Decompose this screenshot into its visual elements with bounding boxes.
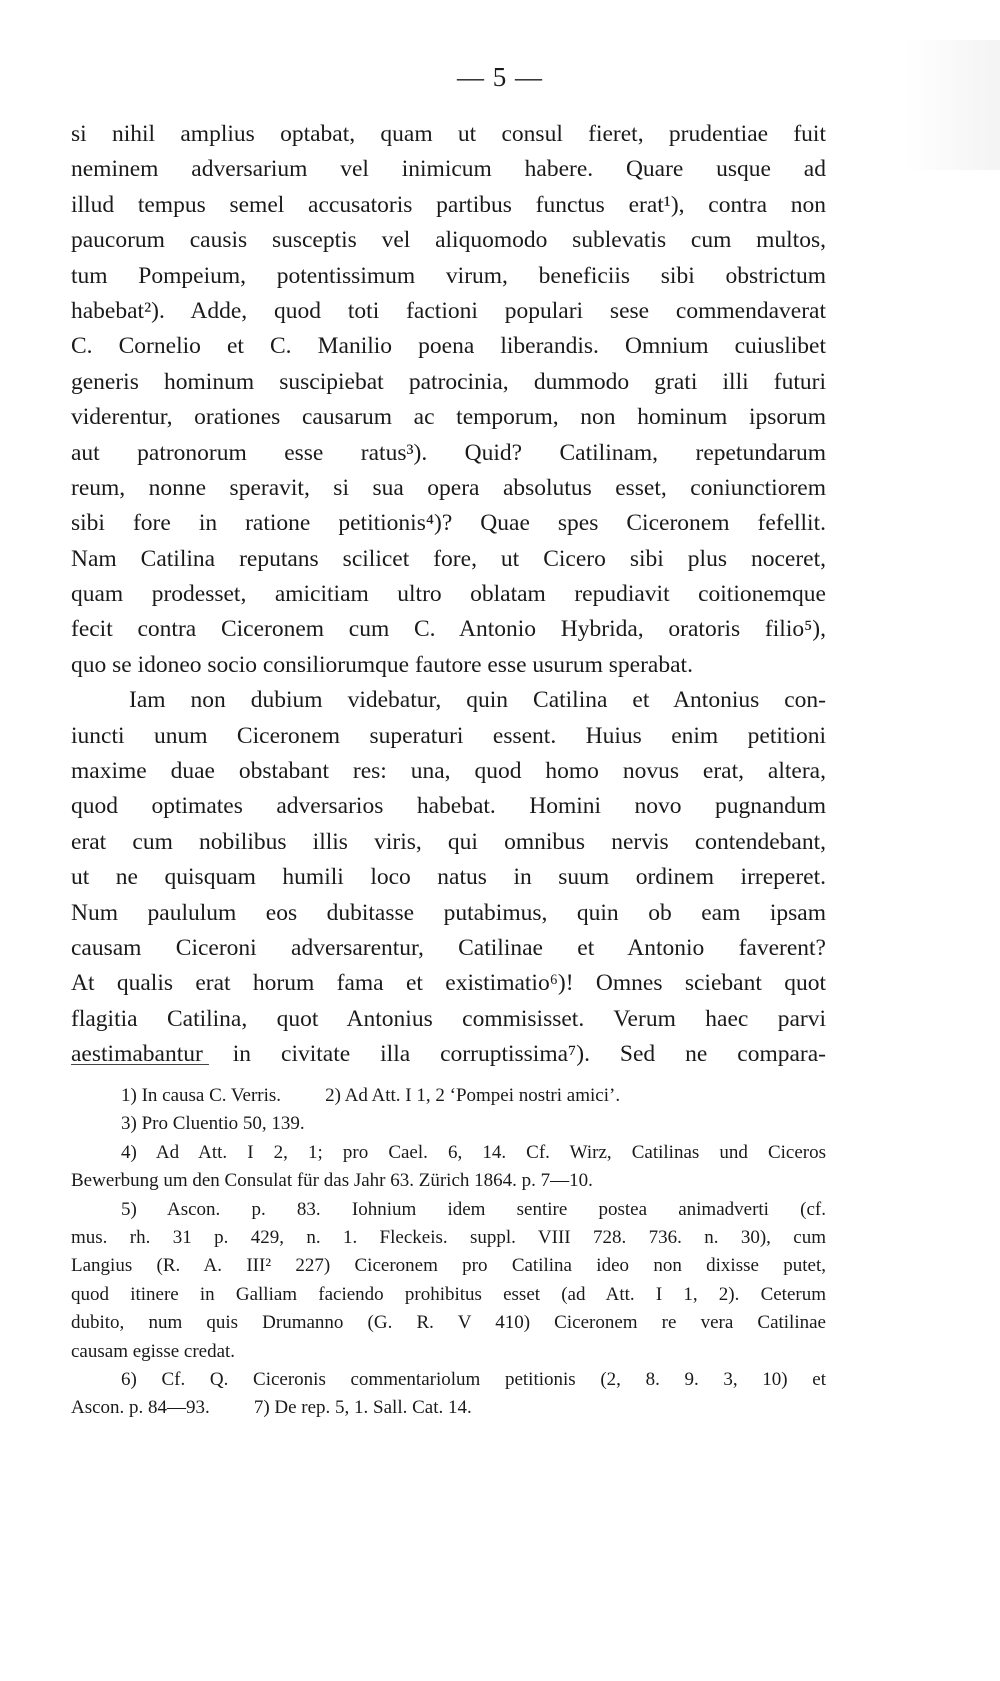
text-line: erat cum nobilibus illis viris, qui omnibus nervis contendebant, — [71, 828, 826, 855]
text-line: generis hominum suscipiebat patrocinia, dummodo grati illi futuri — [71, 368, 826, 395]
text-line: aestimabantur in civitate illa corruptissima⁷). Sed ne compara- — [71, 1041, 826, 1068]
text-line: flagitia Catilina, quot Antonius commisisset. Verum haec parvi — [71, 1005, 826, 1032]
text-line: paucorum causis susceptis vel aliquomodo sublevatis cum multos, — [71, 227, 826, 254]
footnote-5-cont: quod itinere in Galliam faciendo prohibitus esset (ad Att. I 1, 2). Ceterum — [71, 1283, 826, 1305]
footnote-6: 6) Cf. Q. Ciceronis commentariolum petitionis (2, 8. 9. 3, 10) et — [121, 1368, 826, 1390]
footnote-5-cont: mus. rh. 31 p. 429, n. 1. Fleckeis. suppl. VIII 728. 736. n. 30), cum — [71, 1226, 826, 1248]
text-line: fecit contra Ciceronem cum C. Antonio Hybrida, oratoris filio⁵), — [71, 616, 826, 643]
text-line: At qualis erat horum fama et existimatio⁶)! Omnes sciebant quot — [71, 970, 826, 997]
text-line: si nihil amplius optabat, quam ut consul fieret, prudentiae fuit — [71, 121, 826, 147]
footnote-line — [71, 1394, 826, 1422]
footnote-6-cont: Ascon. p. 84—93. — [71, 1397, 210, 1419]
text-line: Num paululum eos dubitasse putabimus, quin ob eam ipsam — [71, 899, 826, 926]
footnotes — [71, 1082, 826, 1423]
text-line: quod optimates adversarios habebat. Homini novo pugnandum — [71, 793, 826, 820]
footnote-7: 7) De rep. 5, 1. Sall. Cat. 14. — [253, 1397, 472, 1419]
text-line: habebat²). Adde, quod toti factioni populari sese commendaverat — [71, 297, 826, 324]
text-line: viderentur, orationes causarum ac temporum, non hominum ipsorum — [71, 404, 826, 431]
text-line: causam Ciceroni adversarentur, Catilinae et Antonio faverent? — [71, 934, 826, 961]
text-line: illud tempus semel accusatoris partibus functus erat¹), contra non — [71, 191, 826, 218]
page-number: — 5 — — [457, 62, 543, 92]
text-line: reum, nonne speravit, si sua opera absolutus esset, coniunctiorem — [71, 474, 826, 501]
text-line: ut ne quisquam humili loco natus in suum ordinem irreperet. — [71, 864, 826, 891]
footnote-line — [71, 1082, 826, 1110]
paragraph-start-line: Iam non dubium videbatur, quin Catilina et Antonius con- — [129, 687, 826, 714]
footnote-5-cont: dubito, num quis Drumanno (G. R. V 410) Ciceronem re vera Catilinae — [71, 1312, 826, 1334]
footnote-4-cont: Bewerbung um den Consulat für das Jahr 63. Zürich 1864. p. 7—10. — [71, 1170, 593, 1192]
text-line: sibi fore in ratione petitionis⁴)? Quae spes Ciceronem fefellit. — [71, 510, 826, 537]
footnote-1: 1) In causa C. Verris. — [121, 1085, 282, 1106]
footnote-2: 2) Ad Att. I 1, 2 ‘Pompei nostri amici’. — [325, 1085, 621, 1106]
text-line: aut patronorum esse ratus³). Quid? Catilinam, repetundarum — [71, 439, 826, 466]
text-line: maxime duae obstabant res: una, quod homo novus erat, altera, — [71, 758, 826, 785]
scan-shadow — [905, 40, 1000, 170]
text-line: iuncti unum Ciceronem superaturi essent. Huius enim petitioni — [71, 722, 826, 749]
text-line: quo se idoneo socio consiliorumque fautore esse usurum sperabat. — [71, 651, 693, 678]
footnote-rule — [71, 1064, 209, 1065]
footnote-4: 4) Ad Att. I 2, 1; pro Cael. 6, 14. Cf. Wirz, Catilinas und Ciceros — [121, 1141, 826, 1163]
text-line: C. Cornelio et C. Manilio poena liberandis. Omnium cuiuslibet — [71, 333, 826, 360]
text-line: neminem adversarium vel inimicum habere. Quare usque ad — [71, 156, 826, 183]
footnote-5-cont: Langius (R. A. III² 227) Ciceronem pro Catilina ideo non dixisse putet, — [71, 1255, 826, 1277]
footnote-5-cont: causam egisse credat. — [71, 1340, 236, 1362]
footnote-3: 3) Pro Cluentio 50, 139. — [121, 1113, 305, 1135]
text-line: quam prodesset, amicitiam ultro oblatam repudiavit coitionemque — [71, 581, 826, 608]
text-line: Nam Catilina reputans scilicet fore, ut Cicero sibi plus noceret, — [71, 545, 826, 572]
footnote-5: 5) Ascon. p. 83. Iohnium idem sentire postea animadverti (cf. — [121, 1198, 826, 1220]
text-line: tum Pompeium, potentissimum virum, beneficiis sibi obstrictum — [71, 262, 826, 289]
main-text — [71, 117, 826, 1073]
